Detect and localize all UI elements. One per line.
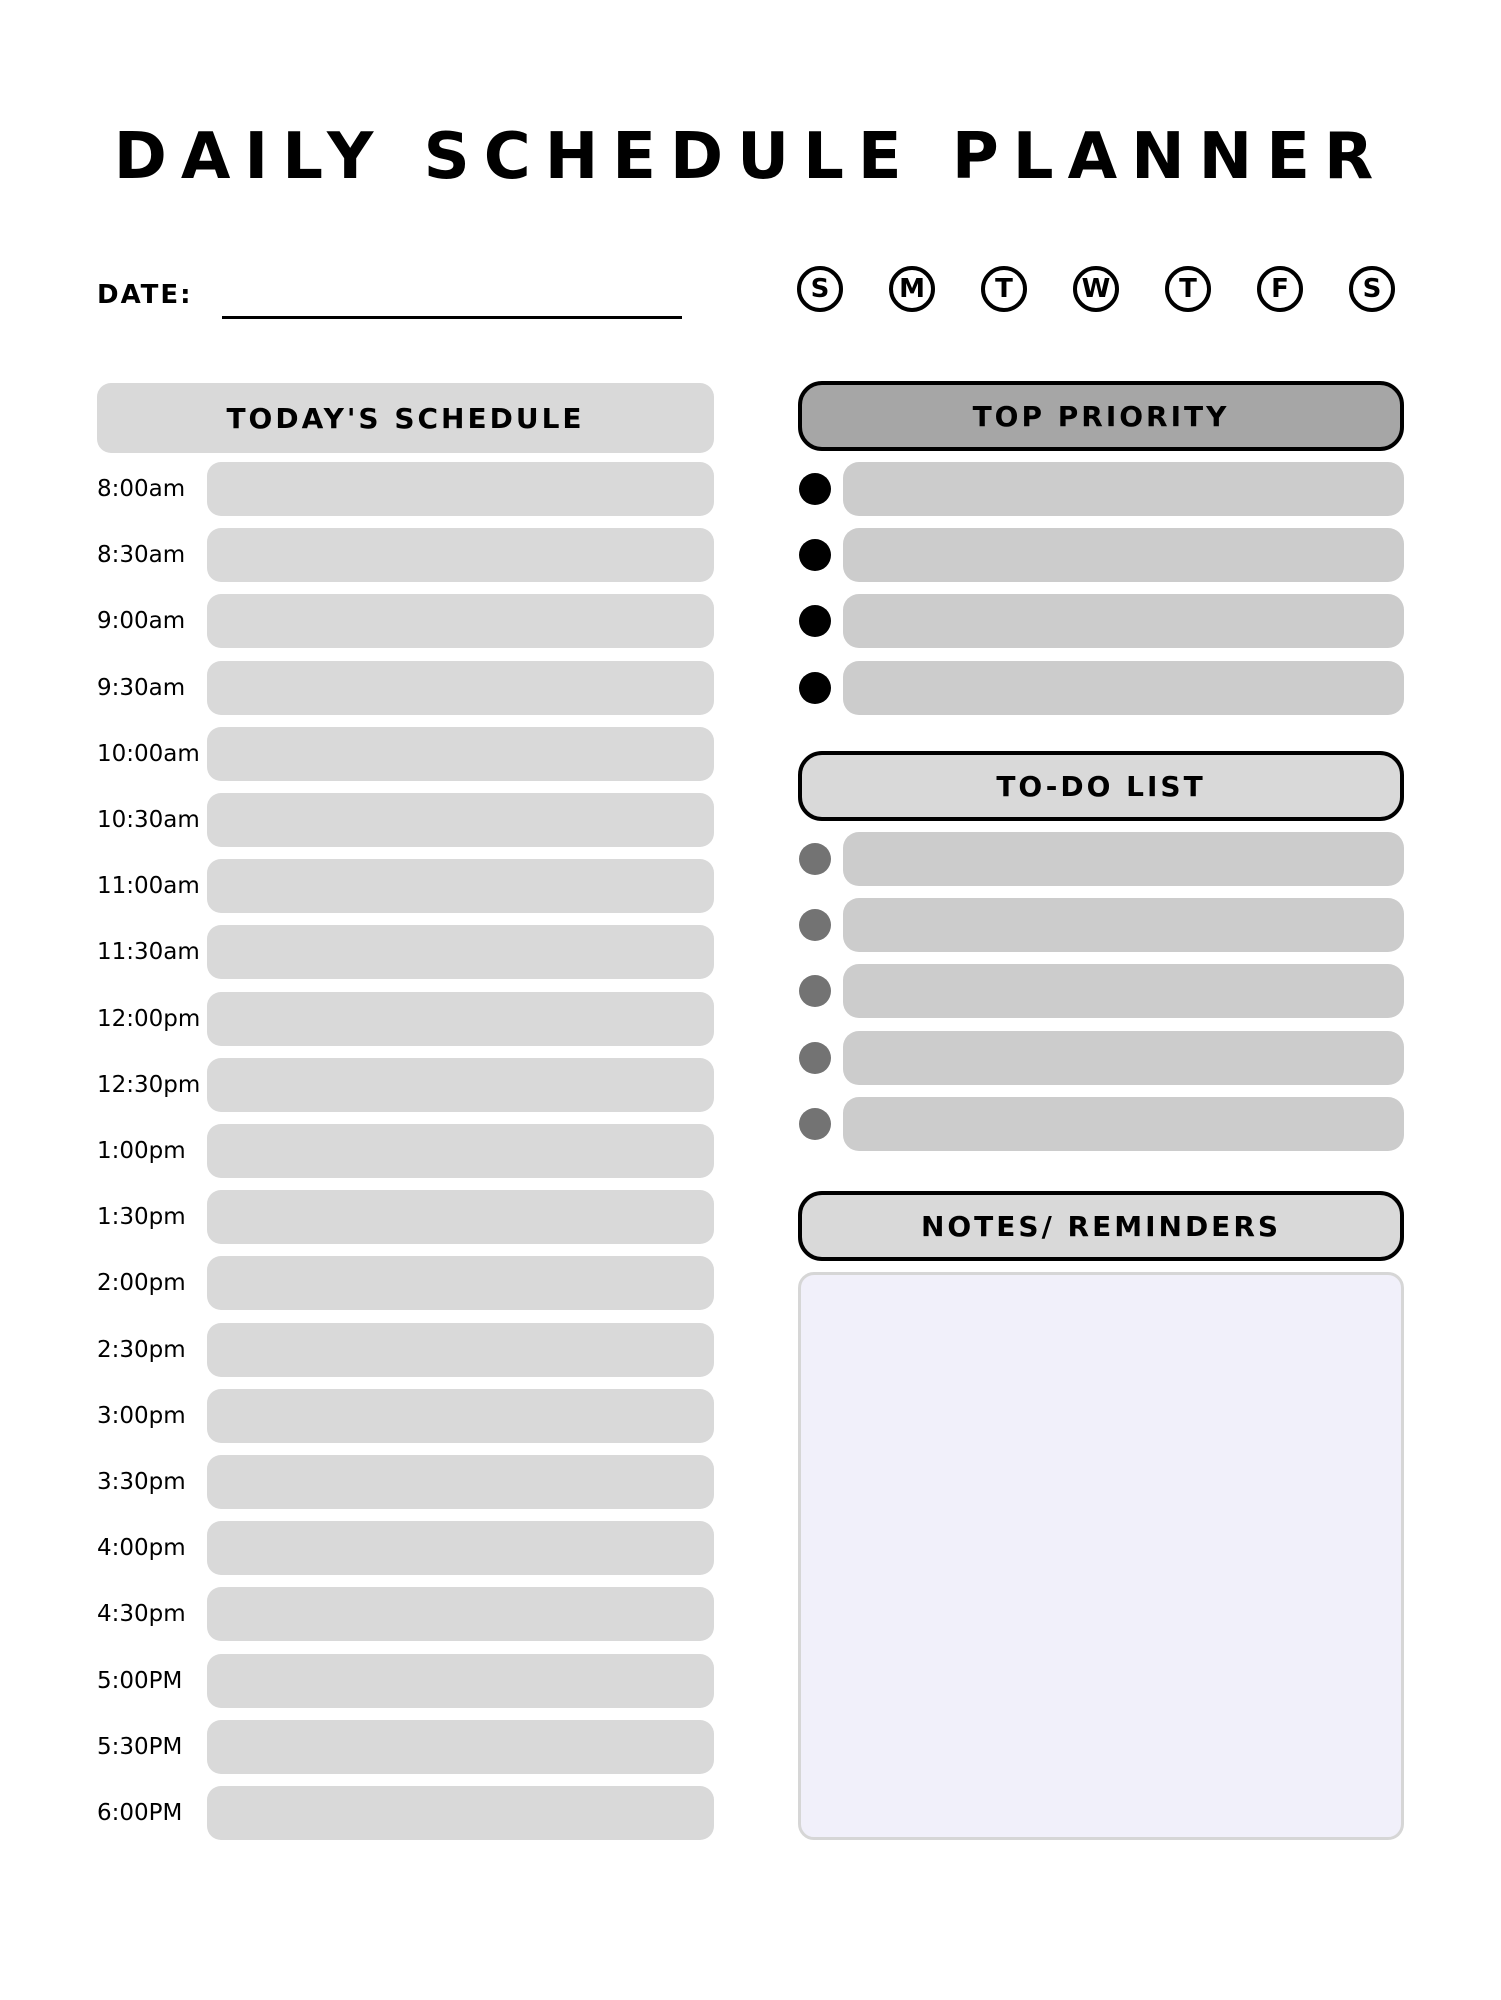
date-label: DATE: — [97, 280, 193, 310]
todo-bullet-icon[interactable] — [799, 1042, 831, 1074]
priority-bullet-icon[interactable] — [799, 672, 831, 704]
schedule-slot[interactable] — [207, 1124, 714, 1178]
day-circle-monday[interactable]: M — [889, 266, 935, 312]
todo-bullet-icon[interactable] — [799, 909, 831, 941]
todo-bullet-icon[interactable] — [799, 843, 831, 875]
schedule-slot[interactable] — [207, 925, 714, 979]
priority-row[interactable] — [843, 528, 1404, 582]
time-label: 12:30pm — [97, 1071, 201, 1098]
time-label: 10:30am — [97, 807, 200, 833]
schedule-slot[interactable] — [207, 661, 714, 715]
schedule-slot[interactable] — [207, 528, 714, 582]
schedule-slot[interactable] — [207, 1190, 714, 1244]
time-label: 1:30pm — [97, 1204, 186, 1231]
time-label: 9:30am — [97, 674, 186, 701]
todo-row[interactable] — [843, 964, 1404, 1018]
schedule-slot[interactable] — [207, 1455, 714, 1509]
time-label: 6:00PM — [97, 1800, 183, 1826]
todo-row[interactable] — [843, 1031, 1404, 1085]
time-label: 5:00PM — [97, 1667, 183, 1694]
schedule-slot[interactable] — [207, 1256, 714, 1310]
priority-bullet-icon[interactable] — [799, 605, 831, 637]
schedule-slot[interactable] — [207, 727, 714, 781]
notes-area[interactable] — [798, 1272, 1404, 1840]
day-circle-friday[interactable]: F — [1257, 266, 1303, 312]
notes-header: NOTES/ REMINDERS — [798, 1191, 1404, 1261]
weekday-selector — [797, 266, 1404, 318]
schedule-slot[interactable] — [207, 462, 714, 516]
day-circle-saturday[interactable]: S — [1349, 266, 1395, 312]
time-label: 2:30pm — [97, 1336, 186, 1363]
schedule-slot[interactable] — [207, 859, 714, 913]
schedule-slot[interactable] — [207, 1058, 714, 1112]
time-label: 3:30pm — [97, 1469, 186, 1495]
priority-row[interactable] — [843, 661, 1404, 715]
schedule-slot[interactable] — [207, 1654, 714, 1708]
todo-row[interactable] — [843, 1097, 1404, 1151]
schedule-slot[interactable] — [207, 1389, 714, 1443]
todo-row[interactable] — [843, 832, 1404, 886]
schedule-slot[interactable] — [207, 1323, 714, 1377]
schedule-slot[interactable] — [207, 1720, 714, 1774]
schedule-slot[interactable] — [207, 594, 714, 648]
todo-row[interactable] — [843, 898, 1404, 952]
todo-bullet-icon[interactable] — [799, 975, 831, 1007]
time-label: 1:00pm — [97, 1138, 186, 1164]
day-circle-sunday[interactable]: S — [797, 266, 843, 312]
priority-bullet-icon[interactable] — [799, 539, 831, 571]
day-circle-tuesday[interactable]: T — [981, 266, 1027, 312]
todo-bullet-icon[interactable] — [799, 1108, 831, 1140]
time-label: 3:00pm — [97, 1402, 186, 1429]
time-label: 11:30am — [97, 939, 200, 966]
schedule-slot[interactable] — [207, 793, 714, 847]
time-label: 4:00pm — [97, 1535, 186, 1562]
time-label: 9:00am — [97, 608, 186, 635]
time-label: 5:30PM — [97, 1733, 183, 1760]
time-label: 8:00am — [97, 476, 186, 502]
time-label: 11:00am — [97, 873, 200, 900]
schedule-slot[interactable] — [207, 992, 714, 1046]
time-label: 2:00pm — [97, 1270, 186, 1297]
time-label: 4:30pm — [97, 1601, 186, 1628]
priority-bullet-icon[interactable] — [799, 473, 831, 505]
day-circle-thursday[interactable]: T — [1165, 266, 1211, 312]
schedule-header: TODAY'S SCHEDULE — [97, 383, 714, 453]
date-input-line[interactable] — [222, 316, 682, 319]
schedule-slot[interactable] — [207, 1786, 714, 1840]
todo-list-header: TO-DO LIST — [798, 751, 1404, 821]
time-label: 8:30am — [97, 542, 186, 569]
time-label: 10:00am — [97, 740, 200, 767]
day-circle-wednesday[interactable]: W — [1073, 266, 1119, 312]
page-title: DAILY SCHEDULE PLANNER — [113, 120, 1388, 194]
schedule-slot[interactable] — [207, 1521, 714, 1575]
priority-row[interactable] — [843, 594, 1404, 648]
time-label: 12:00pm — [97, 1005, 201, 1032]
schedule-slot[interactable] — [207, 1587, 714, 1641]
priority-row[interactable] — [843, 462, 1404, 516]
top-priority-header: TOP PRIORITY — [798, 381, 1404, 451]
